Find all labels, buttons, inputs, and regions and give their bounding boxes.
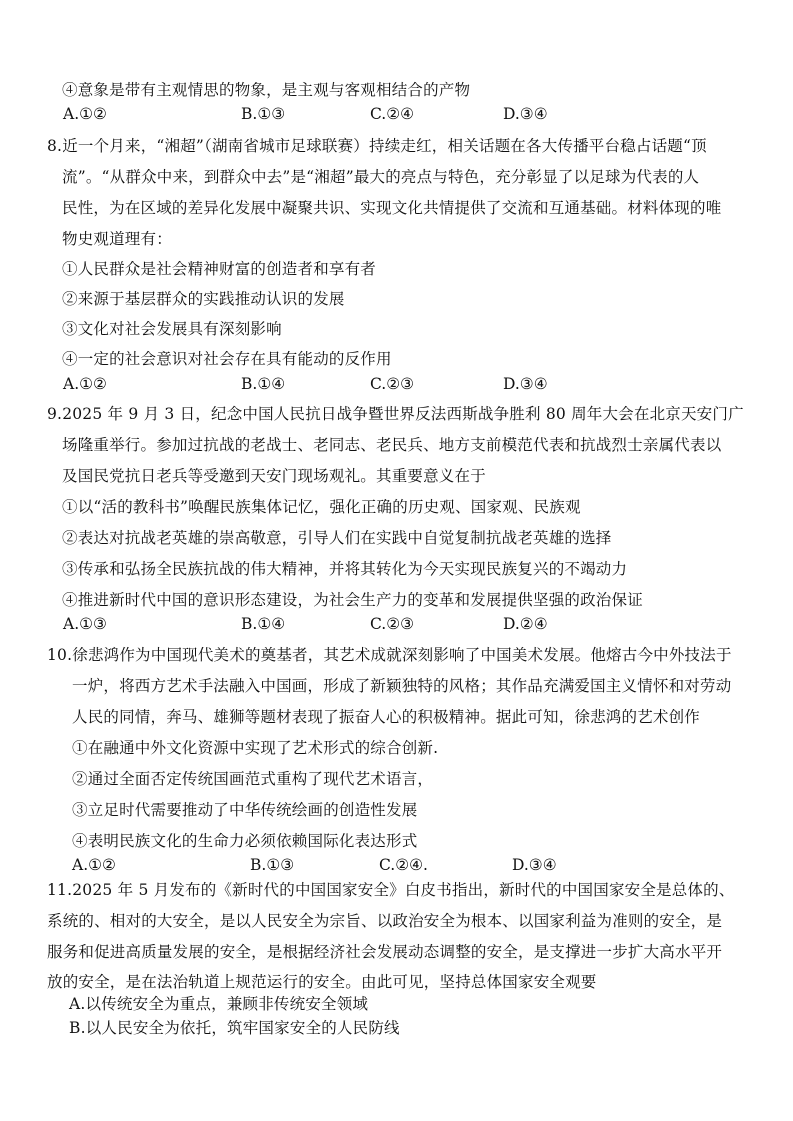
q10-stem-line-3: 人民的同情，奔马、雄狮等题材表现了振奋人心的积极精神。据此可知，徐悲鸿的艺术创作 [72, 708, 701, 726]
q8-statement-3: ③文化对社会发展具有深刻影响 [62, 320, 282, 338]
q10-stem-line-2: 一炉，将西方艺术手法融入中国画，形成了新颖独特的风格；其作品充满爱国主义情怀和对劳动 [72, 677, 732, 695]
q10-option-c: C.②④. [379, 856, 428, 874]
q11-option-b: B.以人民安全为依托，筑牢国家安全的人民防线 [69, 1019, 400, 1037]
q11-option-a: A.以传统安全为重点，兼顾非传统安全领域 [69, 995, 369, 1013]
q7-option-d: D.③④ [503, 105, 548, 123]
q10-option-b: B.①③ [250, 856, 295, 874]
q8-option-d: D.③④ [503, 375, 548, 393]
q8-statement-1: ①人民群众是社会精神财富的创造者和享有者 [62, 260, 377, 278]
q9-statement-2: ②表达对抗战老英雄的崇高敬意，引导人们在实践中自觉复制抗战老英雄的选择 [62, 529, 612, 547]
q10-option-a: A.①② [72, 856, 116, 874]
q10-statement-4: ④表明民族文化的生命力必须依赖国际化表达形式 [72, 832, 418, 850]
q8-stem-line-2: 流”。“从群众中来，到群众中去”是“湘超”最大的亮点与特色，充分彰显了以足球为代表的人 [62, 168, 700, 186]
q9-statement-4: ④推进新时代中国的意识形态建设，为社会生产力的变革和发展提供坚强的政治保证 [62, 591, 643, 609]
q9-option-d: D.②④ [503, 615, 548, 633]
q10-statement-3: ③立足时代需要推动了中华传统绘画的创造性发展 [72, 801, 418, 819]
q7-option-c: C.②④ [370, 105, 415, 123]
q7-option-b: B.①③ [241, 105, 286, 123]
q11-stem-line-3: 服务和促进高质量发展的安全，是根据经济社会发展动态调整的安全，是支撑进一步扩大高水平开 [47, 943, 723, 961]
q8-stem-line-3: 民性，为在区域的差异化发展中凝聚共识、实现文化共情提供了交流和互通基础。材料体现的唯 [62, 199, 722, 217]
q10-option-d: D.③④ [512, 856, 557, 874]
q11-stem-line-2: 系统的、相对的大安全，是以人民安全为宗旨、以政治安全为根本、以国家利益为准则的安全，是 [47, 912, 723, 930]
q11-stem-line-4: 放的安全，是在法治轨道上规范运行的安全。由此可见，坚持总体国家安全观要 [47, 973, 597, 991]
q8-option-b: B.①④ [241, 375, 286, 393]
q8-option-a: A.①② [63, 375, 107, 393]
q9-option-a: A.①③ [63, 615, 107, 633]
q9-stem-line-2: 场隆重举行。参加过抗战的老战士、老同志、老民兵、地方支前模范代表和抗战烈士亲属代表以 [62, 436, 722, 454]
q7-statement-4: ④意象是带有主观情思的物象，是主观与客观相结合的产物 [62, 81, 471, 99]
q8-stem-line-4: 物史观道理有： [62, 230, 172, 248]
q8-stem-line-1: 8.近一个月来，“湘超”（湖南省城市足球联赛）持续走红，相关话题在各大传播平台稳占话题“顶 [47, 137, 707, 155]
q9-statement-3: ③传承和弘扬全民族抗战的伟大精神，并将其转化为今天实现民族复兴的不竭动力 [62, 560, 628, 578]
q9-option-b: B.①④ [241, 615, 286, 633]
q8-option-c: C.②③ [370, 375, 415, 393]
q11-stem-line-1: 11.2025 年 5 月发布的《新时代的中国国家安全》白皮书指出，新时代的中国国家安全是总体的、 [47, 881, 735, 899]
q9-stem-line-3: 及国民党抗日老兵等受邀到天安门现场观礼。其重要意义在于 [62, 467, 486, 485]
q10-statement-2: ②通过全面否定传统国画范式重构了现代艺术语言， [72, 770, 434, 788]
q8-statement-2: ②来源于基层群众的实践推动认识的发展 [62, 290, 345, 308]
q8-statement-4: ④一定的社会意识对社会存在具有能动的反作用 [62, 350, 392, 368]
q9-stem-line-1: 9.2025 年 9 月 3 日，纪念中国人民抗日战争暨世界反法西斯战争胜利 80 周年大会在北京天安门广 [47, 405, 744, 423]
q10-statement-1: ①在融通中外文化资源中实现了艺术形式的综合创新. [72, 739, 439, 757]
q9-option-c: C.②③ [370, 615, 415, 633]
q7-option-a: A.①② [63, 105, 107, 123]
q10-stem-line-1: 10.徐悲鸿作为中国现代美术的奠基者，其艺术成就深刻影响了中国美术发展。他熔古今中外技法于 [47, 646, 732, 664]
q9-statement-1: ①以“活的教科书”唤醒民族集体记忆，强化正确的历史观、国家观、民族观 [62, 498, 581, 516]
